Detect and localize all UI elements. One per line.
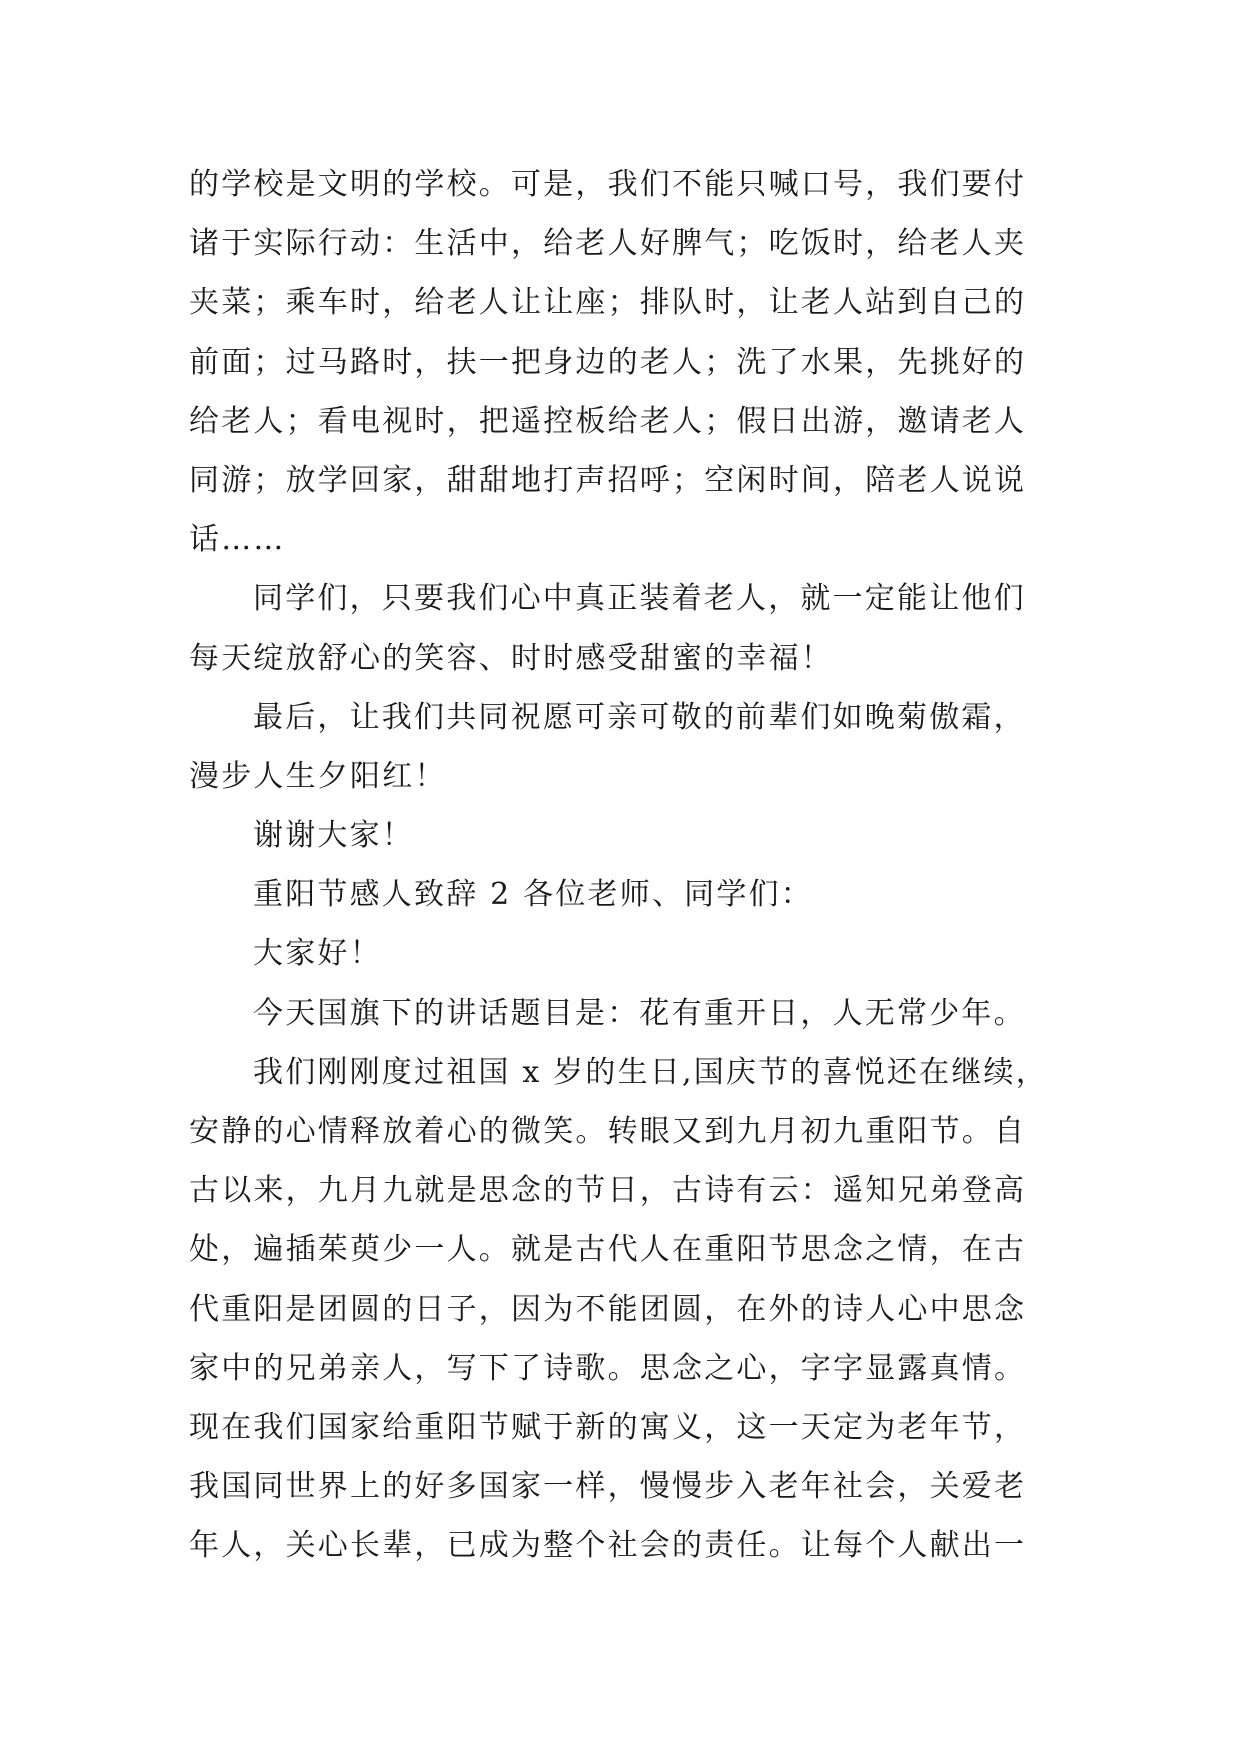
paragraph-start-line: 最后，让我们共同祝愿可亲可敬的前辈们如晚菊傲霜， bbox=[253, 699, 1026, 735]
text-line: 处，遍插茱萸少一人。就是古代人在重阳节思念之情，在古 bbox=[189, 1232, 1027, 1268]
text-line: 每天绽放舒心的笑容、时时感受甜蜜的幸福！ bbox=[189, 640, 833, 676]
text-line: 现在我们国家给重阳节赋于新的寓义，这一天定为老年节， bbox=[189, 1409, 1027, 1445]
text-line: 古以来，九月九就是思念的节日，古诗有云：遥知兄弟登高 bbox=[189, 1173, 1027, 1209]
thanks-line: 谢谢大家！ bbox=[253, 818, 414, 854]
text-line: 代重阳是团圆的日子，因为不能团圆，在外的诗人心中思念 bbox=[189, 1291, 1027, 1327]
text-line: 家中的兄弟亲人，写下了诗歌。思念之心，字字显露真情。 bbox=[189, 1350, 1027, 1386]
text-line: 安静的心情释放着心的微笑。转眼又到九月初九重阳节。自 bbox=[189, 1114, 1027, 1149]
greeting-line: 大家好！ bbox=[253, 936, 382, 972]
body-text bbox=[189, 155, 1069, 1576]
paragraph-start-line: 同学们，只要我们心中真正装着老人，就一定能让他们 bbox=[253, 581, 1026, 617]
text-line: 年人，关心长辈，已成为整个社会的责任。让每个人献出一 bbox=[189, 1528, 1027, 1564]
speech-heading-line: 重阳节感人致辞 2 各位老师、同学们： bbox=[253, 877, 813, 913]
text-line: 话…… bbox=[189, 522, 286, 558]
text-line: 同游；放学回家，甜甜地打声招呼；空闲时间，陪老人说说 bbox=[189, 462, 1027, 498]
text-line: 夹菜；乘车时，给老人让让座；排队时，让老人站到自己的 bbox=[189, 285, 1027, 321]
paragraph-start-line: 我们刚刚度过祖国 x 岁的生日,国庆节的喜悦还在继续， bbox=[253, 1054, 1048, 1090]
text-line: 诸于实际行动：生活中，给老人好脾气；吃饭时，给老人夹 bbox=[189, 226, 1027, 262]
text-line: 我国同世界上的好多国家一样，慢慢步入老年社会，关爱老 bbox=[189, 1469, 1027, 1505]
text-line: 给老人；看电视时，把遥控板给老人；假日出游，邀请老人 bbox=[189, 403, 1027, 439]
text-line: 的学校是文明的学校。可是，我们不能只喊口号，我们要付 bbox=[189, 167, 1027, 202]
paragraph-start-line: 今天国旗下的讲话题目是：花有重开日，人无常少年。 bbox=[253, 995, 1026, 1031]
text-line: 漫步人生夕阳红！ bbox=[189, 758, 447, 794]
text-line: 前面；过马路时，扶一把身边的老人；洗了水果，先挑好的 bbox=[189, 344, 1027, 380]
